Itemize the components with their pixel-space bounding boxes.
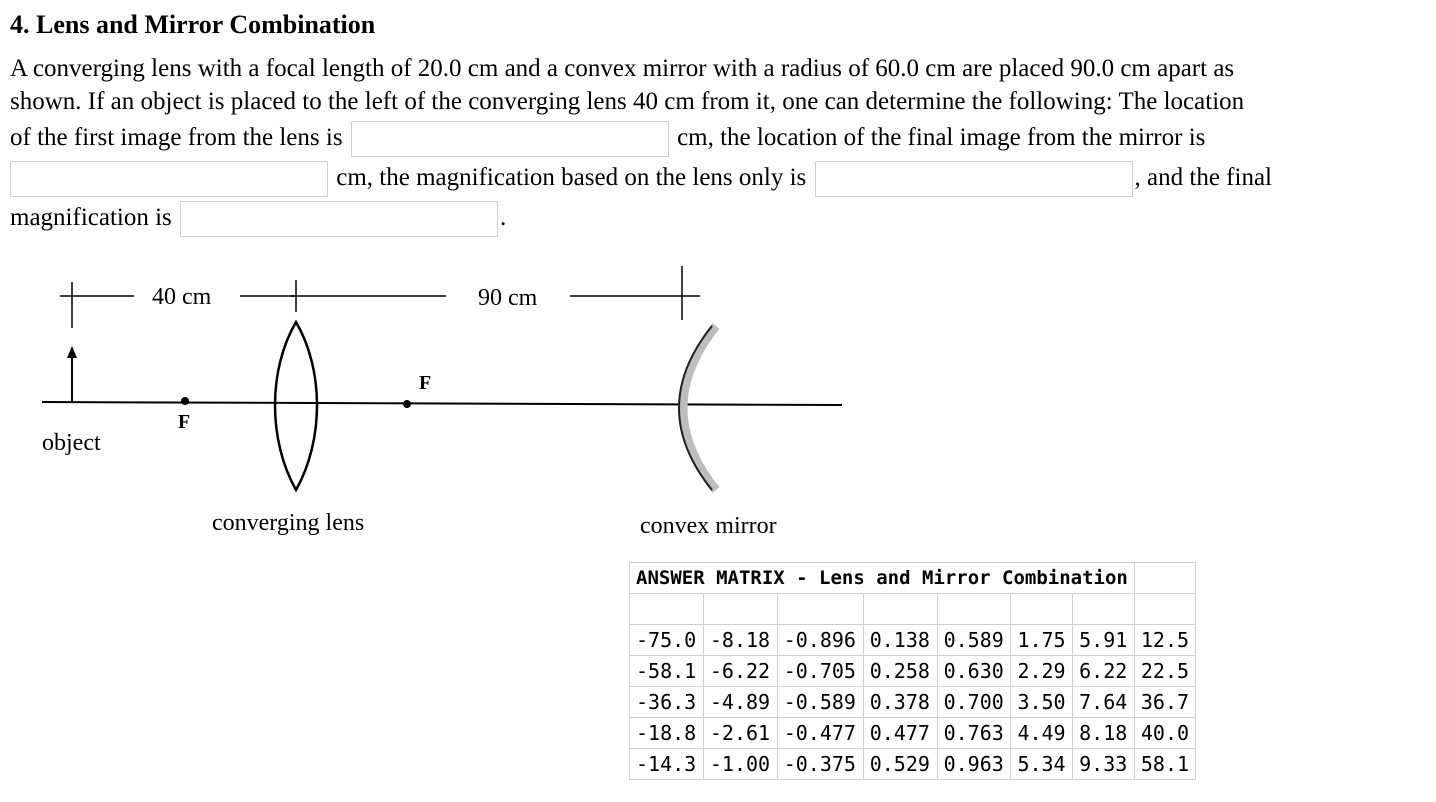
problem-text-4a: cm, the magnification based on the lens only is — [336, 164, 807, 191]
problem-text-5a: magnification is — [10, 204, 172, 231]
answer-matrix-cell: -0.589 — [777, 687, 863, 718]
answer-matrix-cell: -1.00 — [703, 749, 777, 780]
convex-mirror — [679, 326, 716, 490]
answer-matrix-cell: 0.138 — [863, 625, 937, 656]
answer-matrix-cell: 5.34 — [1011, 749, 1073, 780]
spacer-cell — [630, 594, 704, 625]
answer-matrix-cell: -8.18 — [703, 625, 777, 656]
answer-matrix-cell: 9.33 — [1073, 749, 1135, 780]
label-converging-lens: converging lens — [212, 510, 365, 536]
problem-line-1: A converging lens with a focal length of 20.0 cm and a convex mirror with a radius of 60.0 cm are placed 90.0 cm apart as — [10, 55, 1235, 82]
final-magnification-input[interactable] — [180, 201, 498, 237]
final-image-location-input[interactable] — [10, 161, 328, 197]
answer-matrix-cell: -2.61 — [703, 718, 777, 749]
answer-matrix-row — [630, 718, 1196, 749]
dimension-40cm: 40 cm — [152, 284, 212, 310]
answer-matrix — [629, 562, 1196, 780]
answer-matrix-cell: -0.477 — [777, 718, 863, 749]
spacer-cell — [863, 594, 937, 625]
focal-point-left-dot — [181, 397, 189, 405]
answer-matrix-cell: 2.29 — [1011, 656, 1073, 687]
answer-matrix-cell: 0.477 — [863, 718, 937, 749]
converging-lens — [275, 322, 317, 490]
answer-matrix-cell: 0.963 — [937, 749, 1011, 780]
problem-line-5 — [10, 198, 1410, 238]
object-arrow — [67, 346, 77, 402]
answer-matrix-cell: 6.22 — [1073, 656, 1135, 687]
spacer-cell — [703, 594, 777, 625]
problem-text-3b: cm, the location of the final image from the mirror is — [677, 124, 1206, 151]
spacer-cell — [1073, 594, 1135, 625]
answer-matrix-cell: 40.0 — [1134, 718, 1195, 749]
answer-matrix-cell: -18.8 — [630, 718, 704, 749]
problem-line-3 — [10, 118, 1410, 158]
spacer-cell — [937, 594, 1011, 625]
problem-text-5b: . — [500, 204, 507, 231]
answer-matrix-cell: -0.375 — [777, 749, 863, 780]
focal-label-right: F — [419, 372, 432, 394]
answer-matrix-cell: -4.89 — [703, 687, 777, 718]
label-convex-mirror: convex mirror — [640, 513, 777, 539]
answer-matrix-cell: 0.258 — [863, 656, 937, 687]
spacer-cell — [1134, 594, 1195, 625]
answer-matrix-cell: 7.64 — [1073, 687, 1135, 718]
answer-matrix-header: ANSWER MATRIX - Lens and Mirror Combination — [630, 563, 1135, 594]
spacer-cell — [1011, 594, 1073, 625]
answer-matrix-cell: -0.896 — [777, 625, 863, 656]
lens-mirror-diagram — [0, 250, 860, 550]
answer-matrix-cell: 58.1 — [1134, 749, 1195, 780]
focal-label-left: F — [178, 411, 191, 433]
answer-matrix-row — [630, 656, 1196, 687]
answer-matrix-cell: -58.1 — [630, 656, 704, 687]
answer-matrix-cell: 4.49 — [1011, 718, 1073, 749]
spacer-cell — [777, 594, 863, 625]
problem-text-3a: of the first image from the lens is — [10, 124, 343, 151]
problem-line-2: shown. If an object is placed to the left of the converging lens 40 cm from it, one can determine the following: The location — [10, 88, 1245, 115]
answer-matrix-cell: 0.763 — [937, 718, 1011, 749]
answer-matrix-row — [630, 749, 1196, 780]
answer-matrix-cell: 36.7 — [1134, 687, 1195, 718]
answer-matrix-cell: 0.630 — [937, 656, 1011, 687]
answer-matrix-cell: -6.22 — [703, 656, 777, 687]
answer-matrix-header-row — [630, 563, 1196, 594]
answer-matrix-cell: 0.378 — [863, 687, 937, 718]
answer-matrix-spacer-row — [630, 594, 1196, 625]
focal-point-right-dot — [403, 400, 411, 408]
answer-matrix-cell: 3.50 — [1011, 687, 1073, 718]
answer-matrix-cell: 0.589 — [937, 625, 1011, 656]
answer-matrix-cell: -36.3 — [630, 687, 704, 718]
answer-matrix-cell: 8.18 — [1073, 718, 1135, 749]
first-image-location-input[interactable] — [351, 121, 669, 157]
answer-matrix-row — [630, 687, 1196, 718]
answer-matrix-cell: 5.91 — [1073, 625, 1135, 656]
answer-matrix-row — [630, 625, 1196, 656]
answer-matrix-cell: 12.5 — [1134, 625, 1195, 656]
problem-text — [10, 52, 1410, 238]
answer-matrix-cell: -14.3 — [630, 749, 704, 780]
label-object: object — [42, 430, 101, 456]
answer-matrix-cell: 0.700 — [937, 687, 1011, 718]
answer-matrix-cell: 0.529 — [863, 749, 937, 780]
problem-title: 4. Lens and Mirror Combination — [10, 10, 376, 39]
problem-line-4 — [10, 158, 1410, 198]
dimension-90cm: 90 cm — [478, 285, 538, 311]
answer-matrix-cell: 1.75 — [1011, 625, 1073, 656]
answer-matrix-cell: -0.705 — [777, 656, 863, 687]
answer-matrix-cell: -75.0 — [630, 625, 704, 656]
problem-text-4b: , and the final — [1134, 164, 1272, 191]
answer-matrix-cell: 22.5 — [1134, 656, 1195, 687]
lens-magnification-input[interactable] — [815, 161, 1133, 197]
optical-axis — [42, 402, 842, 405]
answer-matrix-header-blank — [1134, 563, 1195, 594]
